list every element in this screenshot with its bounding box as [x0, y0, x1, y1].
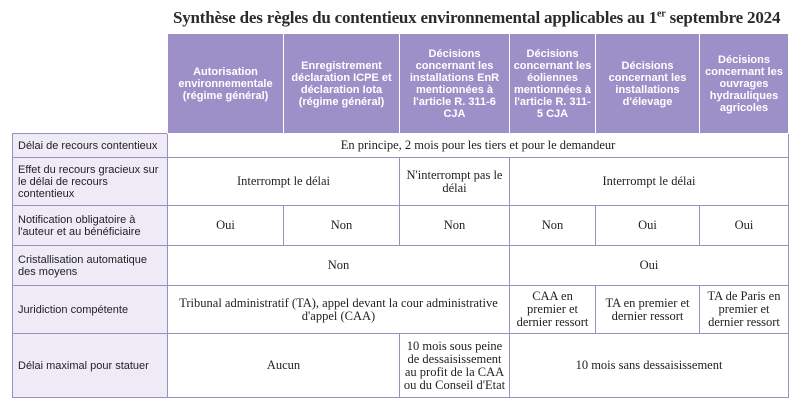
- row-label: Cristallisation automatique des moyens: [13, 246, 168, 286]
- table-cell: En principe, 2 mois pour les tiers et pour le demandeur: [168, 134, 789, 158]
- row-label: Juridiction compétente: [13, 286, 168, 334]
- table-cell: TA en premier et dernier ressort: [596, 286, 700, 334]
- table-row: [13, 134, 789, 158]
- table-cell: Aucun: [168, 334, 400, 398]
- table-cell: Non: [400, 206, 510, 246]
- table-cell: Interrompt le délai: [168, 158, 400, 206]
- table-cell: Non: [284, 206, 400, 246]
- column-header: Enregistrement déclaration ICPE et déclaration Iota (régime général): [284, 34, 400, 134]
- table-cell: Oui: [510, 246, 789, 286]
- table-cell: 10 mois sous peine de dessaisissement au profit de la CAA ou du Conseil d'Etat: [400, 334, 510, 398]
- table-cell: Oui: [168, 206, 284, 246]
- row-label: Notification obligatoire à l'auteur et au bénéficiaire: [13, 206, 168, 246]
- table-cell: Non: [510, 206, 596, 246]
- column-header: Décisions concernant les installations d'élevage: [596, 34, 700, 134]
- corner-cell: [13, 34, 168, 134]
- table-cell: CAA en premier et dernier ressort: [510, 286, 596, 334]
- table-cell: Non: [168, 246, 510, 286]
- row-label: Délai de recours contentieux: [13, 134, 168, 158]
- row-label: Effet du recours gracieux sur le délai de recours contentieux: [13, 158, 168, 206]
- table-cell: Oui: [596, 206, 700, 246]
- table-cell: TA de Paris en premier et dernier ressort: [700, 286, 789, 334]
- table-cell: Interrompt le délai: [510, 158, 789, 206]
- table-row: [13, 286, 789, 334]
- table-row: [13, 158, 789, 206]
- column-header: Décisions concernant les éoliennes mentionnées à l'article R. 311-5 CJA: [510, 34, 596, 134]
- column-header: Autorisation environnementale (régime général): [168, 34, 284, 134]
- table-row: [13, 206, 789, 246]
- rules-table: [12, 33, 789, 398]
- table-row: [13, 246, 789, 286]
- table-cell: Oui: [700, 206, 789, 246]
- header-row: [13, 34, 789, 134]
- table-cell: 10 mois sans dessaisissement: [510, 334, 789, 398]
- table-row: [13, 334, 789, 398]
- table-cell: N'interrompt pas le délai: [400, 158, 510, 206]
- column-header: Décisions concernant les ouvrages hydrauliques agricoles: [700, 34, 789, 134]
- page-title: Synthèse des règles du contentieux environnemental applicables au 1er septembre 2024: [173, 8, 781, 27]
- row-label: Délai maximal pour statuer: [13, 334, 168, 398]
- column-header: Décisions concernant les installations EnR mentionnées à l'article R. 311-6 CJA: [400, 34, 510, 134]
- table-cell: Tribunal administratif (TA), appel devant la cour administrative d'appel (CAA): [168, 286, 510, 334]
